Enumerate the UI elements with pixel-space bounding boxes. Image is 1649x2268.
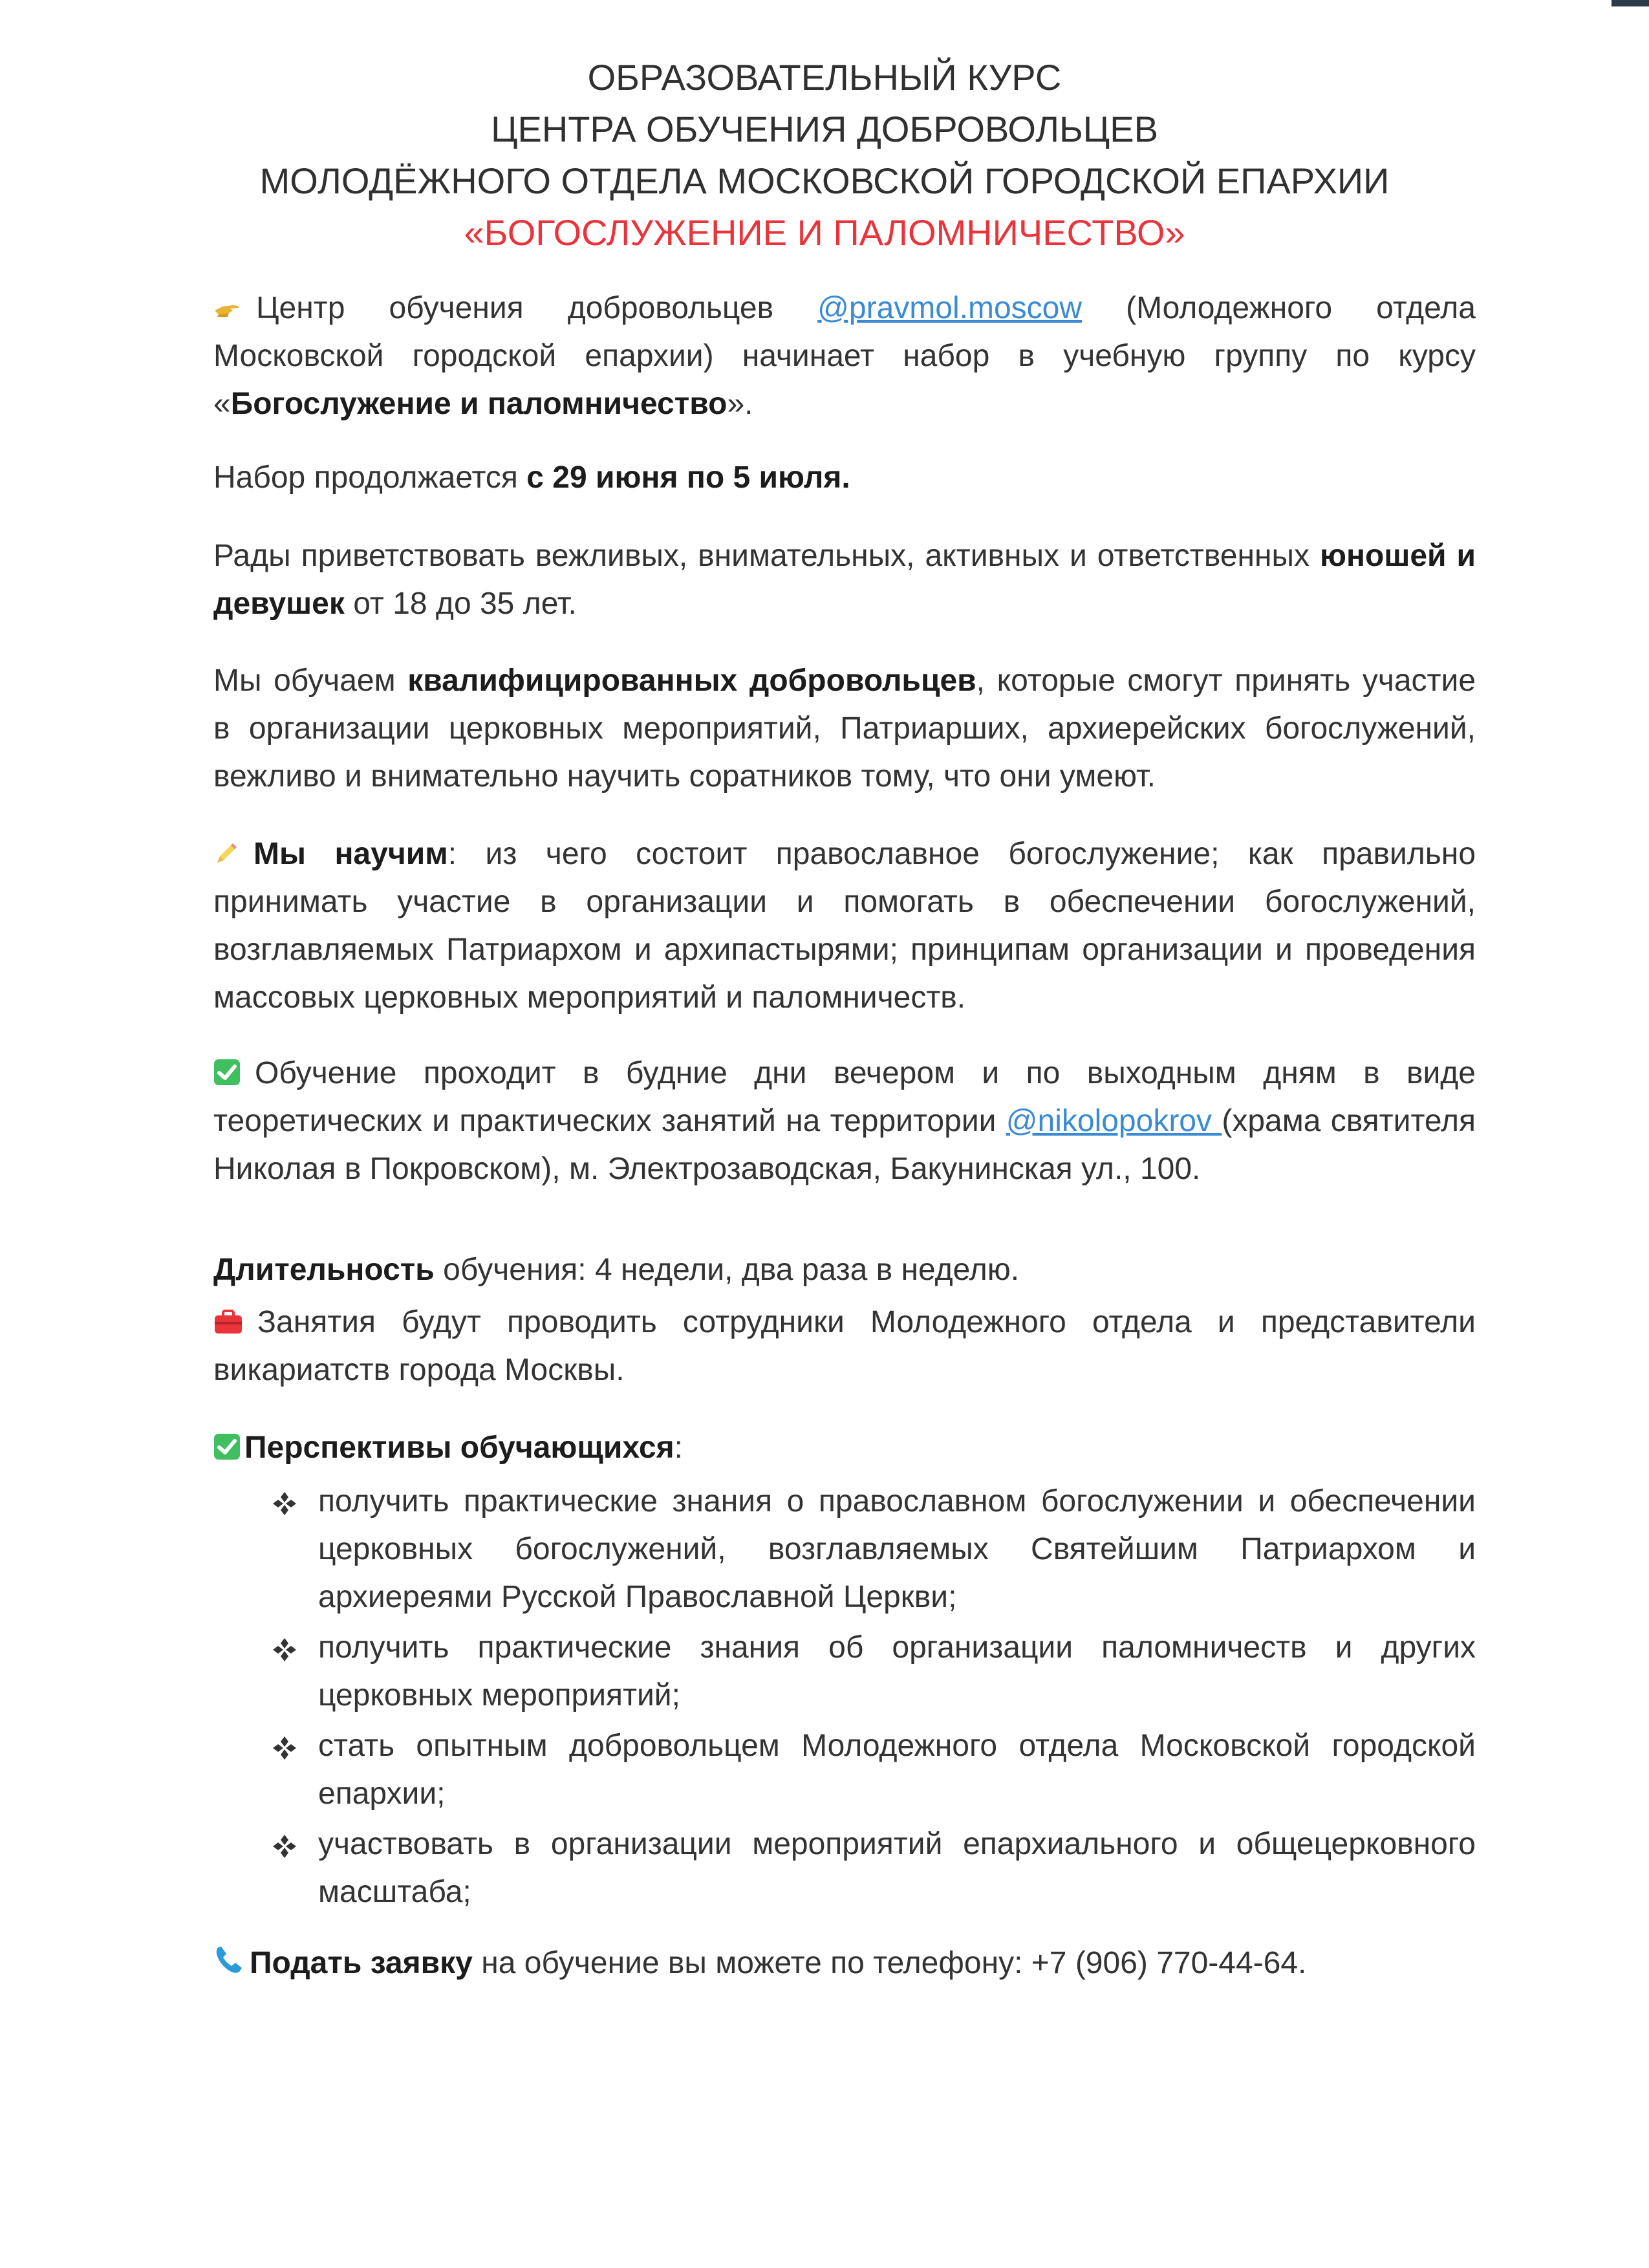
header-line-3: МОЛОДЁЖНОГО ОТДЕЛА МОСКОВСКОЙ ГОРОДСКОЙ ЕПАРХИИ	[259, 160, 1390, 201]
audience-label: юношей и девушек	[213, 539, 1476, 621]
prospects-list	[272, 1478, 1476, 1919]
diamond-bullet-icon	[272, 1833, 297, 1859]
list-item: получить практические знания об организации паломничеств и других церковных мероприятий;	[272, 1624, 1476, 1720]
welcome-paragraph: Рады приветствовать вежливых, внимательных, активных и ответственных юношей и девушек от 18 до 35 лет.	[213, 539, 1476, 621]
training-paragraph: Мы обучаем квалифицированных добровольцев, которые смогут принять участие в организации церковных мероприятий, Патриарших, архиерейских богослужений, вежливо и внимательно научить соратников тому, что они умеют.	[213, 664, 1476, 794]
phone-icon	[213, 1945, 244, 1976]
list-item: участвовать в организации мероприятий епархиального и общецерковного масштаба;	[272, 1820, 1476, 1916]
learn-paragraph: Мы научим: из чего состоит православное богослужение; как правильно принимать участие в организации и помогать в обеспечении богослужений, возглавляемых Патриархом и архипастырями; принципам организации и проведения массовых церковных мероприятий и паломничеств.	[213, 837, 1476, 1015]
check-box-icon	[213, 1059, 241, 1086]
pravmol-link[interactable]: @pravmol.moscow	[817, 291, 1082, 325]
header-line-1: ОБРАЗОВАТЕЛЬНЫЙ КУРС	[587, 57, 1062, 98]
briefcase-icon	[213, 1309, 243, 1335]
teachers-paragraph: Занятия будут проводить сотрудники Молодежного отдела и представители викариатств города Москвы.	[213, 1305, 1476, 1387]
list-item: стать опытным добровольцем Молодежного отдела Московской городской епархии;	[272, 1722, 1476, 1818]
list-item: получить практические знания о православном богослужении и обеспечении церковных богослужений, возглавляемых Святейшим Патриархом и архиереями Русской Православной Церкви;	[272, 1478, 1476, 1621]
course-name: Богослужение и паломничество	[230, 387, 727, 421]
pointing-hand-icon	[213, 297, 242, 321]
pencil-icon	[213, 841, 239, 867]
document-header	[0, 52, 1649, 259]
diamond-bullet-icon	[272, 1491, 297, 1517]
duration-paragraph: Длительность обучения: 4 недели, два раза в неделю.	[213, 1253, 1020, 1287]
nikolopokrov-link[interactable]: @nikolopokrov	[1006, 1104, 1222, 1138]
enrollment-paragraph: Набор продолжается с 29 июня по 5 июля.	[213, 460, 850, 495]
diamond-bullet-icon	[272, 1637, 297, 1663]
apply-paragraph: Подать заявку на обучение вы можете по телефону: +7 (906) 770-44-64.	[213, 1939, 1476, 1987]
diamond-bullet-icon	[272, 1735, 297, 1761]
header-line-2: ЦЕНТРА ОБУЧЕНИЯ ДОБРОВОЛЬЦЕВ	[491, 109, 1158, 149]
qualified-volunteers: квалифицированных добровольцев	[407, 664, 976, 698]
duration-label: Длительность	[213, 1253, 435, 1287]
apply-label: Подать заявку	[250, 1946, 473, 1980]
intro-paragraph: Центр обучения добровольцев @pravmol.moscow (Молодежного отдела Московской городской епархии) начинает набор в учебную группу по курсу «Богослужение и паломничество».	[213, 291, 1476, 421]
scan-edge-mark	[1611, 0, 1649, 6]
schedule-paragraph: Обучение проходит в будние дни вечером и по выходным дням в виде теоретических и практических занятий на территории @nikolopokrov (храма святителя Николая в Покровском), м. Электрозаводская, Бакунинская ул., 100.	[213, 1056, 1476, 1186]
prospects-heading: Перспективы обучающихся:	[213, 1424, 1476, 1472]
course-title: «БОГОСЛУЖЕНИЕ И ПАЛОМНИЧЕСТВО»	[464, 212, 1185, 253]
check-box-icon	[213, 1433, 241, 1460]
phone-number[interactable]: +7 (906) 770-44-64	[1031, 1946, 1299, 1980]
learn-label: Мы научим	[253, 837, 448, 871]
enrollment-dates: с 29 июня по 5 июля.	[526, 460, 850, 495]
prospects-title: Перспективы обучающихся	[244, 1431, 674, 1465]
